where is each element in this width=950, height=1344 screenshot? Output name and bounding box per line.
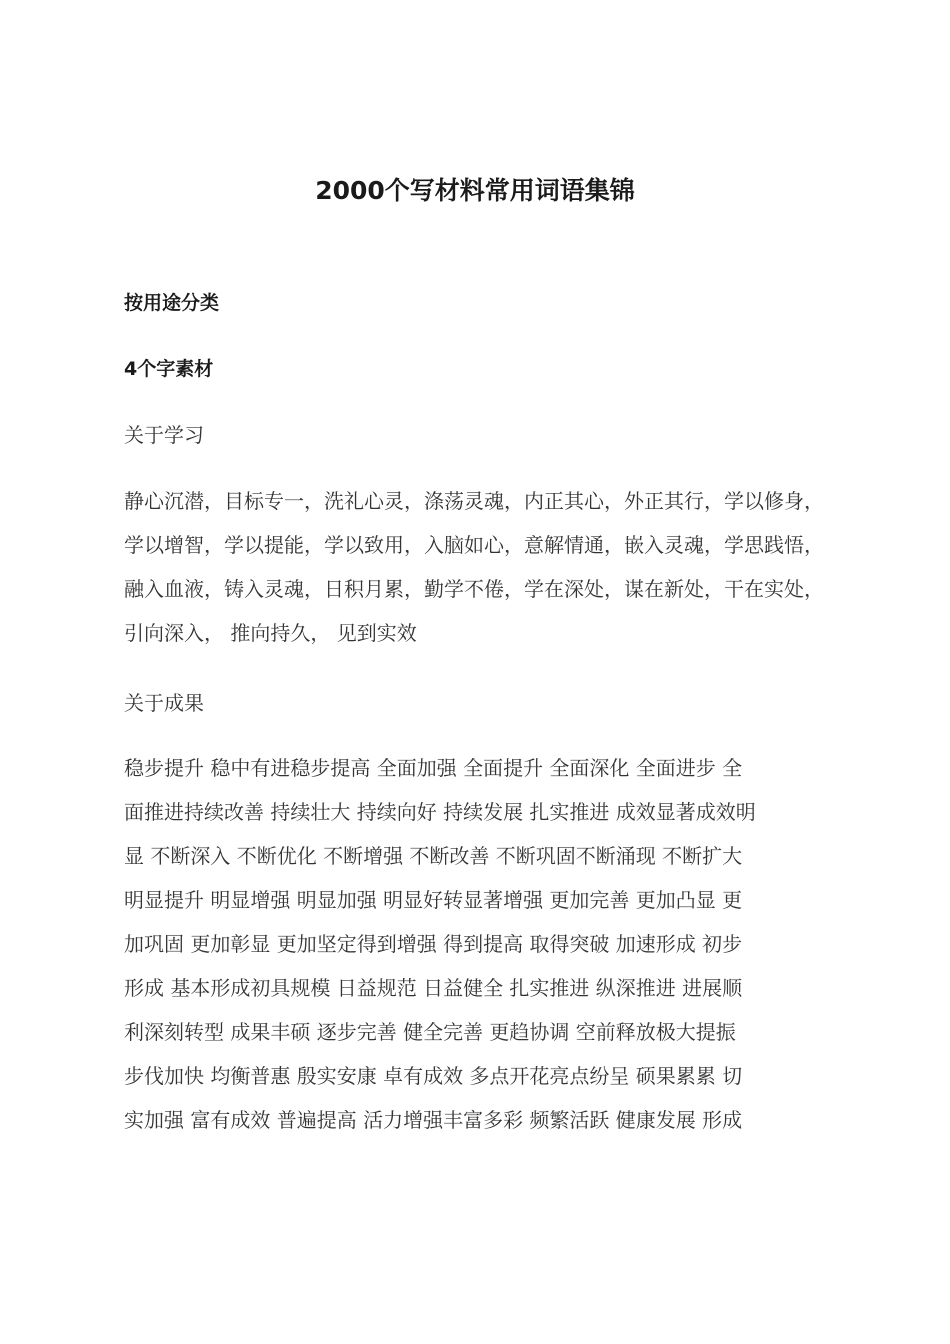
paragraph-line: 面推进持续改善 持续壮大 持续向好 持续发展 扎实推进 成效显著成效明 xyxy=(124,800,756,824)
section-heading: 按用途分类 xyxy=(124,292,220,314)
paragraph-line: 显 不断深入 不断优化 不断增强 不断改善 不断巩固不断涌现 不断扩大 xyxy=(124,844,743,868)
topic-paragraph-study xyxy=(124,479,844,655)
paragraph-line: 学以增智，学以提能，学以致用，入脑如心，意解情通，嵌入灵魂，学思践悟， xyxy=(124,533,824,557)
paragraph-line: 形成 基本形成初具规模 日益规范 日益健全 扎实推进 纵深推进 进展顺 xyxy=(124,976,743,1000)
topic-paragraph-results xyxy=(124,746,844,1142)
document-title: 2000个写材料常用词语集锦 xyxy=(315,176,635,205)
paragraph-line: 明显提升 明显增强 明显加强 明显好转显著增强 更加完善 更加凸显 更 xyxy=(124,888,743,912)
paragraph-line: 加巩固 更加彰显 更加坚定得到增强 得到提高 取得突破 加速形成 初步 xyxy=(124,932,743,956)
subsection-heading: 4个字素材 xyxy=(124,358,214,380)
paragraph-line: 利深刻转型 成果丰硕 逐步完善 健全完善 更趋协调 空前释放极大提振 xyxy=(124,1020,736,1044)
topic-heading-results: 关于成果 xyxy=(124,691,204,715)
paragraph-line: 实加强 富有成效 普遍提高 活力增强丰富多彩 频繁活跃 健康发展 形成 xyxy=(124,1108,743,1132)
paragraph-line: 稳步提升 稳中有进稳步提高 全面加强 全面提升 全面深化 全面进步 全 xyxy=(124,756,743,780)
paragraph-line: 步伐加快 均衡普惠 殷实安康 卓有成效 多点开花亮点纷呈 硕果累累 切 xyxy=(124,1064,743,1088)
paragraph-line: 融入血液，铸入灵魂，日积月累，勤学不倦，学在深处，谋在新处，干在实处， xyxy=(124,577,824,601)
paragraph-line: 静心沉潜，目标专一，洗礼心灵，涤荡灵魂，内正其心，外正其行，学以修身， xyxy=(124,489,824,513)
paragraph-line: 引向深入， 推向持久， 见到实效 xyxy=(124,621,417,645)
topic-heading-study: 关于学习 xyxy=(124,423,204,447)
